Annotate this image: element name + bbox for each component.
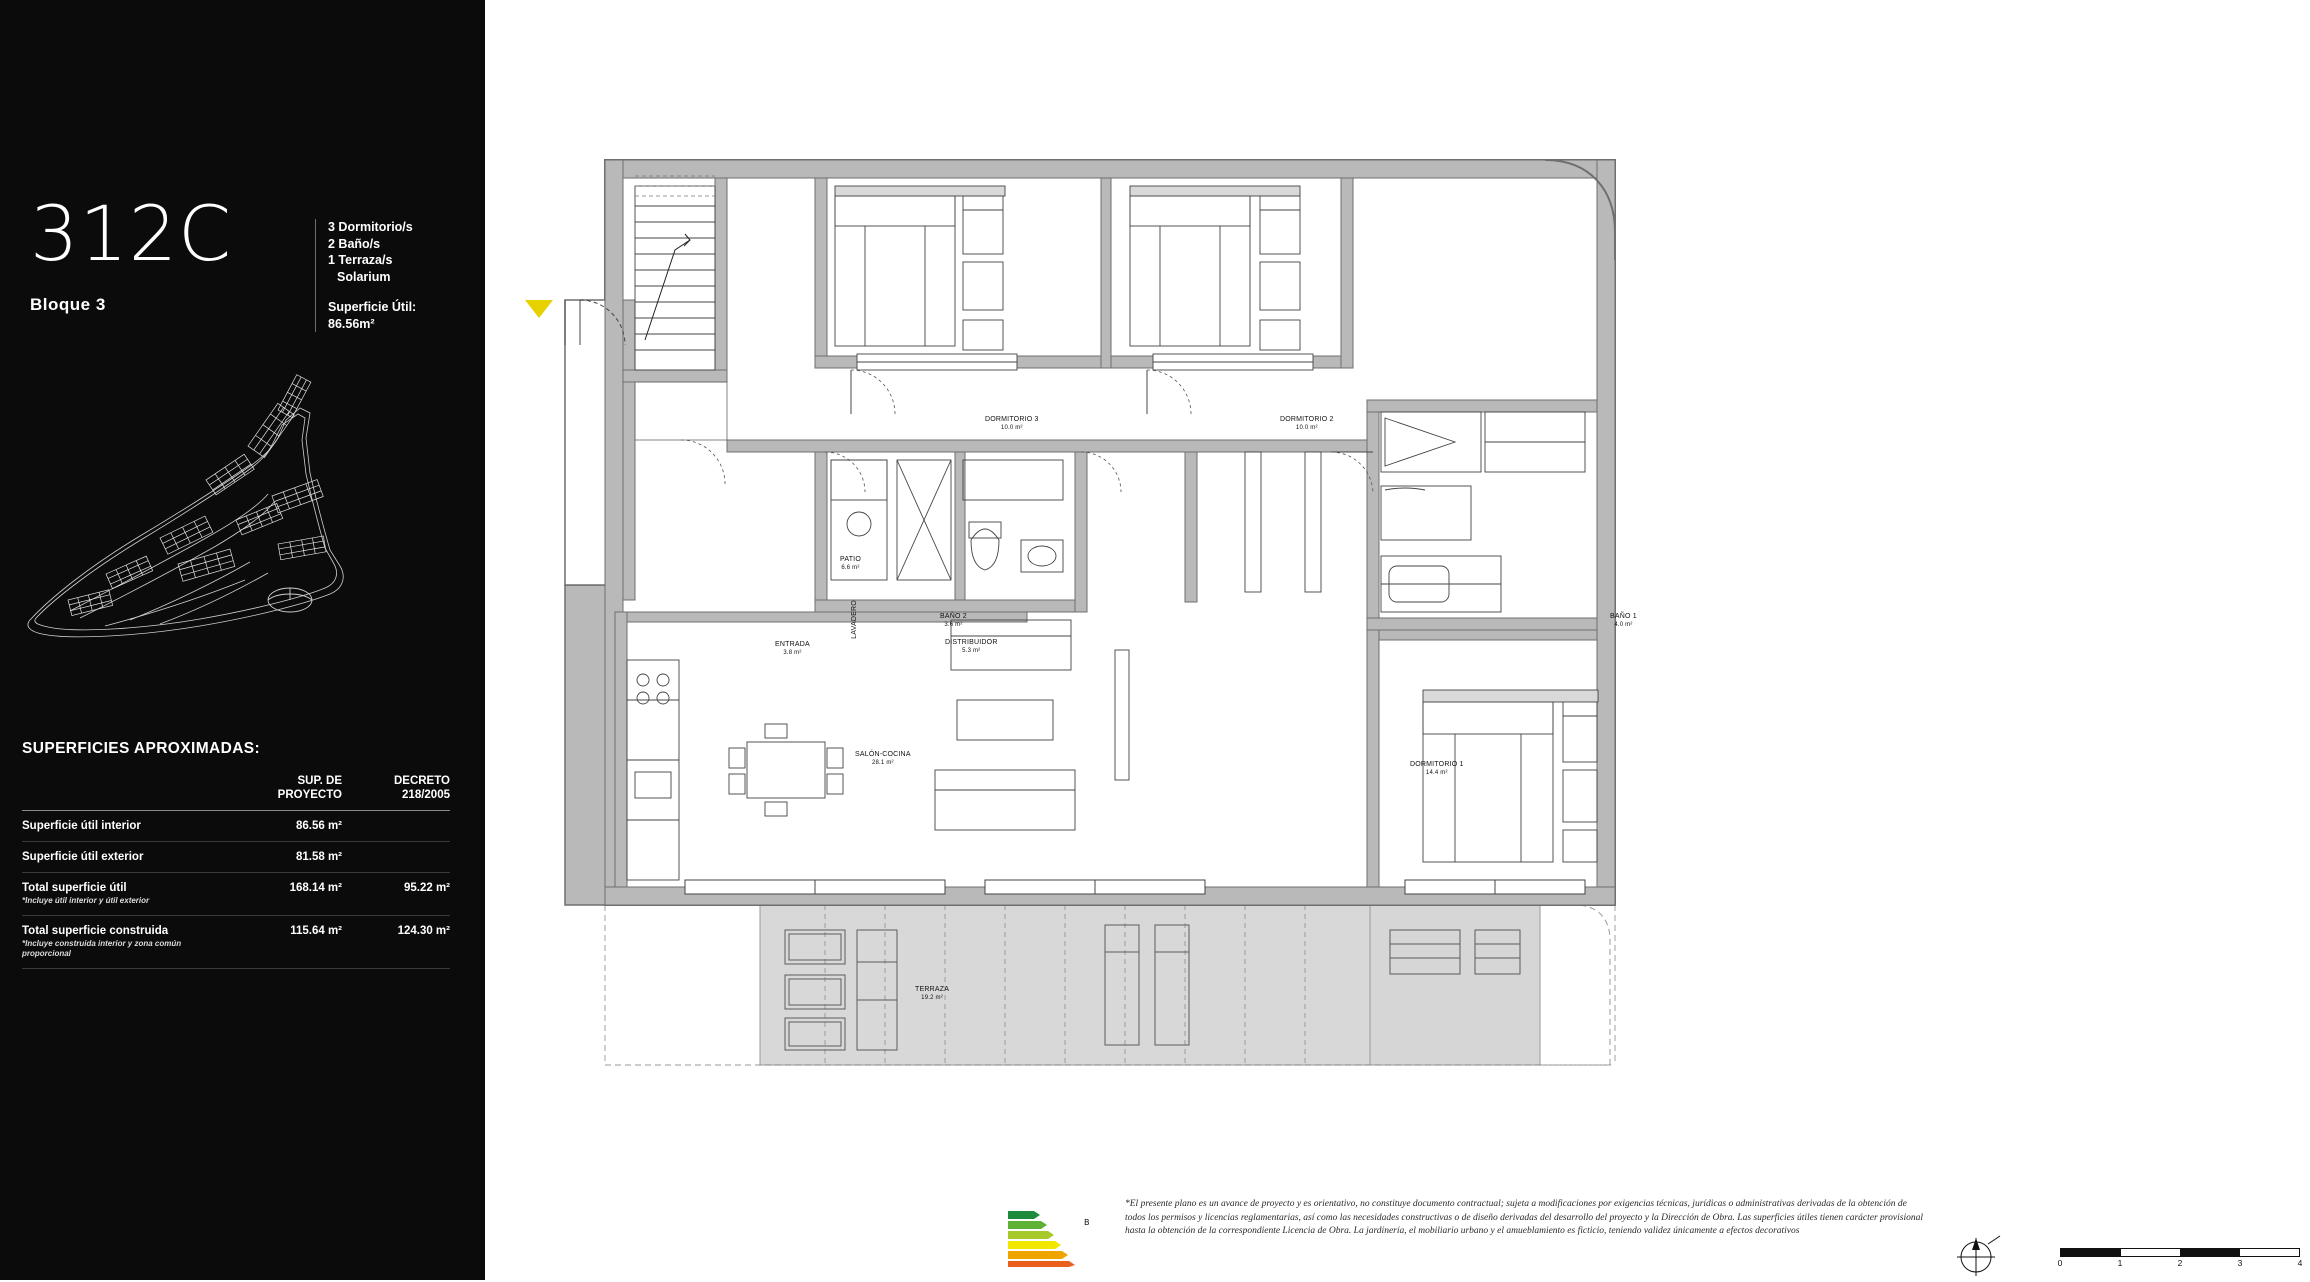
terrace-zone (760, 905, 1610, 1065)
surfaces-col-proyecto-line2: PROYECTO (277, 789, 342, 801)
terraces-count: 1 Terraza/s (328, 253, 393, 267)
room-name: DORMITORIO 3 (985, 416, 1039, 423)
floor-plan-area (485, 0, 2303, 1280)
bedrooms-count: 3 Dormitorio/s (328, 220, 413, 234)
room-label-dormitorio-3 (985, 415, 1039, 433)
surface-row-label: Total superficie construida (22, 925, 169, 937)
surfaces-col-decreto-line1: DECRETO (393, 775, 450, 787)
surface-row-proyecto: 86.56 m² (230, 811, 342, 842)
room-area: 4.0 m² (1614, 622, 1633, 628)
useful-area-title: Superficie Útil: (328, 300, 417, 314)
unit-code: 312C (30, 189, 233, 278)
patio (635, 382, 727, 440)
interior-walls (615, 178, 1597, 887)
room-area: 10.0 m² (1295, 425, 1318, 431)
room-name: BAÑO 1 (1610, 613, 1637, 620)
bathroom-1-fixtures (1381, 412, 1585, 612)
entry-marker-arrow (525, 300, 553, 318)
surface-row-decreto: 124.30 m² (342, 916, 450, 969)
room-name: PATIO (840, 556, 861, 563)
scale-num: 3 (2237, 1258, 2243, 1268)
stairs (635, 186, 715, 370)
room-label-distribuidor (945, 638, 998, 656)
room-name: BAÑO 2 (940, 613, 967, 620)
table-row (22, 811, 450, 842)
energy-rating-letter: B (1084, 1218, 1090, 1227)
room-name: ENTRADA (775, 641, 810, 648)
surfaces-section (22, 740, 462, 969)
sliding-doors (685, 880, 1585, 894)
surfaces-col-decreto (342, 774, 450, 809)
scale-bar-numbers (2057, 1257, 2303, 1269)
surface-row-proyecto: 115.64 m² (230, 916, 342, 969)
surfaces-table (22, 774, 450, 969)
room-label-dormitorio-2 (1280, 415, 1334, 433)
room-area: 3.6 m² (944, 622, 963, 628)
room-name: DISTRIBUIDOR (945, 639, 998, 646)
scale-bar-ticks (2060, 1248, 2300, 1257)
room-label-terraza (915, 985, 949, 1003)
surface-row-proyecto: 168.14 m² (230, 873, 342, 916)
room-label-bano-1 (1610, 612, 1637, 630)
room-name: SALÓN-COCINA (855, 751, 911, 758)
site-pool-marker (268, 588, 312, 612)
block-label: Bloque 3 (30, 295, 106, 314)
room-area: 10.0 m² (1000, 425, 1023, 431)
surfaces-col-blank (22, 774, 230, 809)
surface-row-decreto (342, 811, 450, 842)
room-label-patio (840, 555, 861, 573)
surface-row-decreto (342, 842, 450, 873)
surfaces-title: SUPERFICIES APROXIMADAS: (22, 740, 261, 757)
bedroom-2-furniture (1130, 186, 1300, 350)
scale-num: 4 (2297, 1258, 2303, 1268)
room-name: DORMITORIO 1 (1410, 761, 1464, 768)
table-row (22, 873, 450, 916)
room-label-bano-2 (940, 612, 967, 630)
surface-row-label: Superficie útil interior (22, 820, 141, 832)
room-area: 28.1 m² (871, 760, 894, 766)
room-name: DORMITORIO 2 (1280, 416, 1334, 423)
unit-header (30, 189, 460, 331)
surfaces-col-decreto-line2: 218/2005 (402, 789, 450, 801)
room-name: TERRAZA (915, 986, 950, 993)
room-area: 3.8 m² (783, 650, 802, 656)
room-area: 5.3 m² (962, 648, 981, 654)
site-plan-illustration (10, 368, 470, 658)
room-label-dormitorio-1 (1410, 760, 1464, 778)
room-area: 14.4 m² (1425, 770, 1448, 776)
info-sidebar (0, 0, 485, 1280)
energy-rating-icon (1008, 1205, 1103, 1267)
room-area: 19.2 m² (921, 995, 943, 1001)
unit-meta (315, 219, 488, 332)
bathroom-2-fixtures (831, 460, 1063, 580)
compass-icon (1950, 1232, 2010, 1282)
table-row (22, 842, 450, 873)
bedroom-3-furniture (835, 186, 1005, 350)
room-label-entrada (775, 640, 810, 658)
scale-num: 0 (2057, 1258, 2063, 1268)
room-label-lavadero (850, 600, 859, 639)
surface-row-label: Superficie útil exterior (22, 851, 144, 863)
table-row (22, 916, 450, 969)
room-area: 6.6 m² (841, 565, 860, 571)
surface-row-note: *Incluye construida interior y zona común proporcional (22, 939, 182, 958)
surfaces-col-proyecto-line1: SUP. DE (297, 775, 342, 787)
bathrooms-count: 2 Baño/s (328, 236, 381, 251)
surface-row-decreto: 95.22 m² (342, 873, 450, 916)
scale-bar (2057, 1248, 2310, 1278)
floor-plan-drawing (485, 0, 1920, 1180)
scale-num: 1 (2117, 1258, 2123, 1268)
disclaimer-text: *El presente plano es un avance de proyecto y es orientativo, no constituye documento contractual; sujeta a modificaciones por exigencias técnicas, jurídicas o administrativas derivadas de la obtención de todos los permisos y licencias reglamentarias, así como las necesidades constructivas o de diseño derivadas del desarrollo del proyecto y la Dirección de Obra. Las superficies útiles tienen carácter provisional hasta la obtención de la correspondiente Licencia de Obra. La jardinería, el mobiliario urbano y el amueblamiento es ficticio, teniendo validez únicamente a efectos decorativos (1125, 1199, 1923, 1236)
surface-row-proyecto: 81.58 m² (230, 842, 342, 873)
surface-row-note: *Incluye útil interior y útil exterior (22, 896, 150, 905)
scale-num: 2 (2177, 1258, 2183, 1268)
room-label-salon-cocina (855, 750, 911, 768)
surface-row-label: Total superficie útil (22, 882, 127, 894)
surfaces-col-proyecto (230, 774, 342, 809)
extra-feature: Solarium (337, 269, 391, 284)
room-name: LAVADERO (850, 600, 858, 639)
useful-area-value: 86.56m² (328, 316, 375, 331)
